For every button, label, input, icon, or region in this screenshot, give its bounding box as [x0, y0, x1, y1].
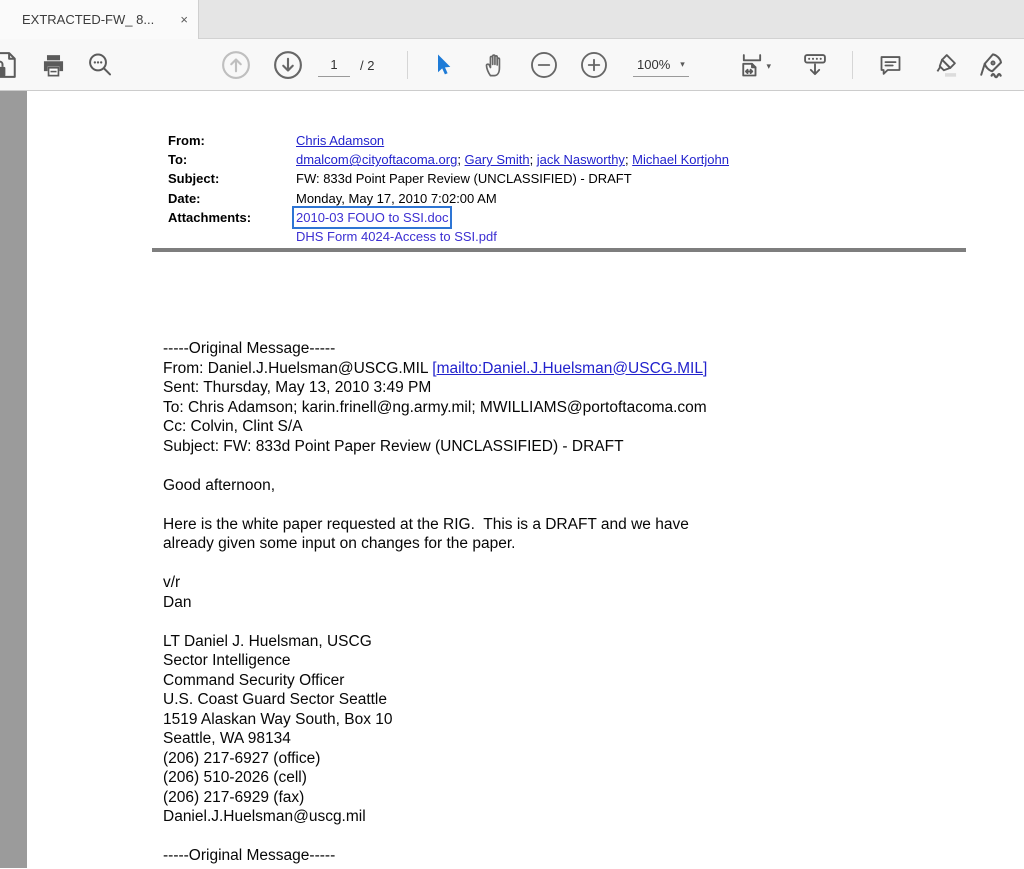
email-link[interactable]: jack Nasworthy — [536, 152, 625, 168]
link-bracket: [ — [432, 359, 437, 377]
zoom-level-dropdown[interactable] — [633, 53, 689, 77]
highlight-icon — [931, 51, 959, 79]
header-row — [168, 131, 729, 150]
header-value: Monday, May 17, 2010 7:02:00 AM — [296, 190, 497, 206]
zoom-in-button[interactable] — [577, 48, 611, 82]
fill-sign-button[interactable] — [974, 48, 1008, 82]
protected-document-icon — [0, 50, 21, 80]
header-label: Date: — [168, 190, 201, 206]
hand-tool-button[interactable] — [478, 48, 512, 82]
document-tab[interactable] — [0, 0, 199, 39]
zoom-out-button[interactable] — [527, 48, 561, 82]
body-line: v/r — [163, 574, 181, 591]
previous-page-button[interactable] — [219, 48, 253, 82]
email-body — [163, 339, 707, 866]
body-line: From: Daniel.J.Huelsman@USCG.MIL [mailto:Daniel.J.Huelsman@USCG.MIL] — [163, 359, 708, 377]
header-label: From: — [168, 133, 205, 148]
tab-close-icon[interactable]: × — [180, 12, 188, 27]
header-value — [296, 131, 384, 150]
pdf-toolbar — [0, 39, 1024, 91]
email-headers — [168, 131, 729, 246]
print-button[interactable] — [36, 48, 70, 82]
body-line: 1519 Alaskan Way South, Box 10 — [163, 710, 393, 728]
header-divider — [152, 248, 966, 252]
body-line: (206) 217-6927 (office) — [163, 749, 321, 767]
page-fit-icon — [738, 51, 766, 79]
body-line: (206) 510-2026 (cell) — [163, 769, 307, 786]
body-line: already given some input on changes for the paper. — [163, 535, 516, 552]
header-row — [168, 208, 729, 227]
zoom-level-value: 100% — [637, 57, 671, 72]
body-line: -----Original Message----- — [163, 340, 336, 357]
header-row — [168, 227, 729, 246]
body-line: To: Chris Adamson; karin.frinell@ng.army.mil; MWILLIAMS@portoftacoma.com — [163, 398, 707, 416]
print-icon — [40, 52, 67, 79]
header-row — [168, 169, 729, 188]
header-label — [168, 227, 296, 246]
comment-button[interactable] — [873, 48, 907, 82]
toolbar-divider — [852, 51, 853, 79]
attachment-link-selected[interactable]: 2010-03 FOUO to SSI.doc — [296, 209, 449, 225]
zoom-out-icon — [530, 51, 558, 79]
email-link[interactable]: Michael Kortjohn — [632, 152, 729, 168]
fill-sign-icon — [976, 50, 1006, 80]
select-tool-button[interactable] — [426, 48, 460, 82]
header-value — [296, 227, 497, 246]
body-line — [163, 554, 707, 574]
toolbar-divider — [407, 51, 408, 79]
tab-bar — [0, 0, 1024, 39]
body-line: Sent: Thursday, May 13, 2010 3:49 PM — [163, 379, 432, 396]
scroll-mode-icon — [801, 51, 829, 79]
header-value: dmalcom@cityoftacoma.org; Gary Smith; jack Nasworthy; Michael Kortjohn — [296, 152, 729, 168]
header-value: FW: 833d Point Paper Review (UNCLASSIFIED) - DRAFT — [296, 171, 632, 187]
header-row — [168, 150, 729, 169]
page-number-input[interactable] — [318, 53, 350, 77]
body-line — [163, 827, 707, 847]
chevron-down-icon: ▾ — [766, 61, 771, 71]
header-value — [296, 208, 448, 227]
body-line: Good afternoon, — [163, 476, 276, 494]
email-link[interactable]: Gary Smith — [464, 152, 530, 168]
scroll-mode-button[interactable] — [798, 48, 832, 82]
header-row — [168, 189, 729, 208]
zoom-in-icon — [580, 51, 608, 79]
document-viewport[interactable] — [0, 91, 1024, 868]
body-line: -----Original Message----- — [163, 847, 336, 864]
protected-document-button[interactable] — [0, 48, 23, 82]
body-line: Sector Intelligence — [163, 652, 291, 669]
email-link[interactable]: mailto:Daniel.J.Huelsman@USCG.MIL — [436, 359, 703, 377]
body-line — [163, 456, 707, 476]
header-label: Subject: — [168, 171, 220, 187]
page-count-label: / 2 — [360, 57, 375, 73]
body-line: (206) 217-6929 (fax) — [163, 788, 305, 806]
body-line: Subject: FW: 833d Point Paper Review (UNCLASSIFIED) - DRAFT — [163, 437, 624, 455]
highlight-button[interactable] — [928, 48, 962, 82]
page-fit-button[interactable] — [735, 48, 769, 82]
select-tool-icon — [431, 53, 455, 77]
page-down-icon — [273, 50, 303, 80]
comment-icon — [877, 52, 904, 79]
hand-tool-icon — [482, 52, 509, 79]
page-up-icon — [221, 50, 251, 80]
body-line: Command Security Officer — [163, 671, 345, 689]
body-line: LT Daniel J. Huelsman, USCG — [163, 632, 372, 650]
next-page-button[interactable] — [271, 48, 305, 82]
body-line: Cc: Colvin, Clint S/A — [163, 418, 303, 435]
email-link[interactable]: Chris Adamson — [296, 133, 385, 148]
email-link[interactable]: dmalcom@cityoftacoma.org — [296, 152, 458, 168]
body-line: Here is the white paper requested at the RIG. This is a DRAFT and we have — [163, 515, 689, 533]
attachment-link[interactable]: DHS Form 4024-Access to SSI.pdf — [296, 229, 497, 245]
tab-title: EXTRACTED-FW_ 8... — [22, 12, 155, 27]
search-button[interactable] — [83, 48, 117, 82]
link-bracket: ] — [702, 359, 708, 377]
body-line — [163, 495, 707, 515]
body-line: Dan — [163, 593, 192, 611]
body-line: Seattle, WA 98134 — [163, 730, 291, 747]
body-line: U.S. Coast Guard Sector Seattle — [163, 691, 387, 708]
chevron-down-icon: ▾ — [680, 59, 685, 69]
header-label: To: — [168, 152, 188, 168]
header-label: Attachments: — [168, 209, 252, 225]
search-icon — [86, 51, 114, 79]
body-line — [163, 612, 707, 632]
body-line: Daniel.J.Huelsman@uscg.mil — [163, 808, 366, 825]
